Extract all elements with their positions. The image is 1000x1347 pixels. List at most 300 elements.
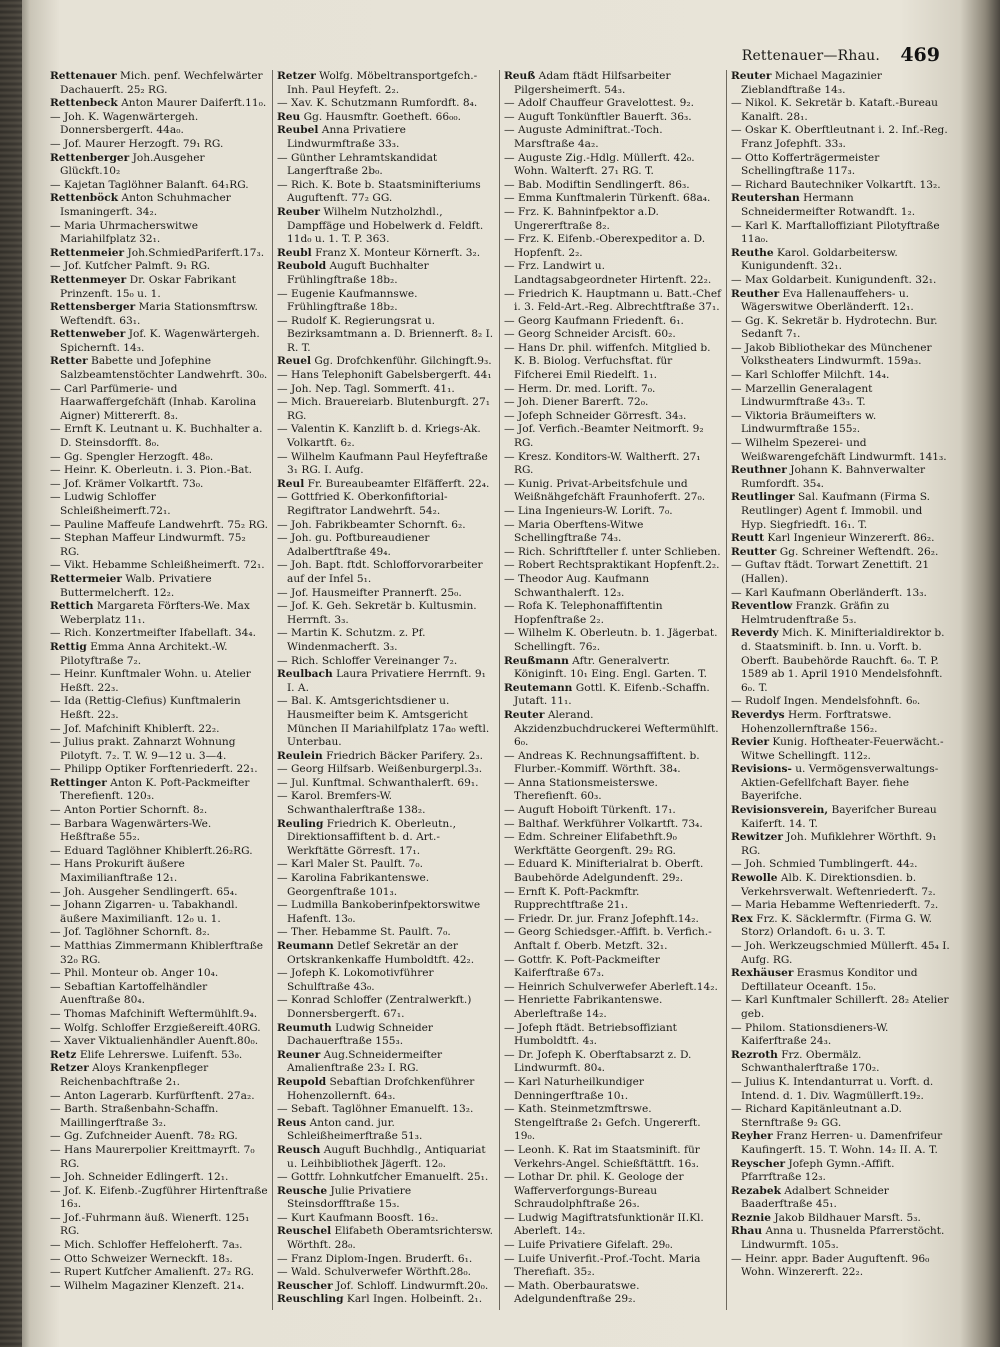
entry-details: Julie Privatiere Steinsdorfftraße 15₃. xyxy=(287,1184,412,1211)
directory-entry xyxy=(50,777,268,804)
entry-surname: Reubel xyxy=(277,124,319,137)
entry-surname: Reuscher xyxy=(277,1279,333,1292)
directory-entry xyxy=(50,1171,268,1185)
entry-details: — Frz. K. Eifenb.-Oberexpeditor a. D. Hopfenft. 2₂. xyxy=(504,233,706,259)
directory-entry xyxy=(731,1185,950,1212)
entry-details: Johann K. Bahnverwalter Rumfordft. 35₄. xyxy=(741,464,926,490)
directory-entry xyxy=(277,926,495,940)
entry-surname: Reuter xyxy=(731,70,772,82)
entry-details: — Auguft Tonkünftler Bauerft. 36₃. xyxy=(504,110,692,123)
directory-entry xyxy=(277,1117,495,1144)
entry-details: — Rich. Schriftfteller f. unter Schlieben. xyxy=(504,545,721,558)
entry-surname: Reutemann xyxy=(504,681,573,694)
entry-details: — Joh. Werkzeugschmied Müllerft. 45₄ I. Aufg. RG. xyxy=(731,940,950,966)
entry-details: — Karol. Bremfers-W. Schwanthalerftraße 138₂. xyxy=(277,790,426,817)
entry-details: — Jofeph ftädt. Betriebsoffiziant Humboldtft. 4₃. xyxy=(504,1021,677,1048)
directory-entry xyxy=(50,723,268,737)
entry-details: Babette und Jofephine Salzbeamtenstöchter Landwehrft. 30₀. xyxy=(60,355,268,382)
directory-entry xyxy=(731,736,950,763)
entry-details: — Jof. K. Geh. Sekretär b. Kultusmin. Herrnft. 3₃. xyxy=(277,600,477,626)
entry-details: — Rudolf Ingen. Mendelsfohnft. 6₀. xyxy=(731,695,921,708)
directory-entry xyxy=(504,1212,722,1239)
directory-entry xyxy=(277,1280,495,1294)
entry-details: Aftr. Generalvertr. Königinft. 10₁ Eing. Engl. Garten. T. xyxy=(514,654,707,681)
entry-details: — Rofa K. Telephonaffiftentin Hopfenftraße 2₂. xyxy=(504,600,663,626)
entry-details: — Ludwig Magiftratsfunktionär II.Kl. Aberleft. 14₂. xyxy=(504,1211,704,1238)
entry-surname: Reyher xyxy=(731,1130,773,1143)
directory-entry xyxy=(50,1185,268,1212)
directory-entry xyxy=(50,1212,268,1239)
directory-entry xyxy=(277,1076,495,1103)
directory-entry xyxy=(731,899,950,913)
entry-details: Gg. Hausmftr. Goetheft. 66₀₀. xyxy=(303,110,461,123)
directory-entry xyxy=(731,383,950,410)
directory-entry xyxy=(504,1253,722,1280)
entry-details: — Jofeph K. Lokomotivführer Schulftraße 43₀. xyxy=(277,967,434,993)
directory-entry xyxy=(504,342,722,383)
entry-details: — Jofeph Schneider Görresft. 34₃. xyxy=(504,409,687,422)
entry-surname: Reuß xyxy=(504,70,536,82)
running-title: Rettenauer—Rhau. xyxy=(741,48,880,64)
entry-surname: Reumann xyxy=(277,940,334,952)
entry-details: Jakob Bildhauer Marsft. 5₃. xyxy=(774,1211,921,1224)
entry-details: — Nikol. K. Sekretär b. Kataft.-Bureau Kanalft. 28₁. xyxy=(731,97,938,123)
directory-entry xyxy=(50,573,268,600)
directory-entry xyxy=(504,288,722,315)
directory-entry xyxy=(50,858,268,885)
directory-entry xyxy=(731,369,950,383)
entry-details: — Ludwig Schloffer Schleißheimerft.72₁. xyxy=(50,491,171,517)
entry-details: — Bab. Modiftin Sendlingerft. 86₃. xyxy=(504,178,690,191)
entry-details: — Richard Bautechniker Volkartft. 13₂. xyxy=(731,178,941,191)
entry-surname: Reulbach xyxy=(277,668,333,681)
entry-details: — Pauline Maffeufe Landwehrft. 75₂ RG. xyxy=(50,518,268,531)
entry-details: — Eduard Taglöhner Khiblerft.26₂RG. xyxy=(50,844,253,857)
entry-details: — Joh. Nep. Tagl. Sommerft. 41₁. xyxy=(277,382,455,395)
entry-surname: Reutershan xyxy=(731,192,800,205)
entry-details: Dr. Oskar Fabrikant Prinzenft. 15₀ u. 1. xyxy=(60,273,236,300)
entry-details: — Matthias Zimmermann Khiblerftraße 32₀ RG. xyxy=(50,940,264,966)
entry-details: — Gottfr. Lohnkutfcher Emanuelft. 25₁. xyxy=(277,1171,489,1184)
directory-entry xyxy=(504,994,722,1021)
entry-surname: Reus xyxy=(277,1116,307,1129)
directory-entry xyxy=(277,627,495,654)
entry-details: — Maria Hebamme Weftenriederft. 7₂. xyxy=(731,899,939,912)
entry-surname: Reuling xyxy=(277,817,324,830)
entry-details: — Jof. Mafchinift Khiblerft. 22₂. xyxy=(50,722,220,735)
entry-details: Adam ftädt Hilfsarbeiter Pilgersheimerft. 54₃. xyxy=(514,70,671,96)
entry-surname: Rezroth xyxy=(731,1048,778,1061)
directory-entry xyxy=(731,913,950,940)
entry-surname: Reusche xyxy=(277,1184,328,1197)
entry-details: — Kurt Kaufmann Boosft. 16₂. xyxy=(277,1211,439,1224)
entry-surname: Rettenbeck xyxy=(50,97,118,110)
entry-details: — Kajetan Taglöhner Balanft. 64₁RG. xyxy=(50,178,249,191)
entry-details: Gg. Schreiner Weftendft. 26₂. xyxy=(779,545,939,558)
directory-entry xyxy=(50,940,268,967)
entry-details: — Ida (Rettig-Clefius) Kunftmalerin Heßft. 22₃. xyxy=(50,695,241,721)
entry-surname: Reverdy xyxy=(731,627,779,640)
entry-surname: Rettenböck xyxy=(50,192,119,205)
entry-details: Joh.Ausgeher Glückft.10₂ xyxy=(60,151,205,178)
directory-entry xyxy=(731,70,950,97)
directory-entry xyxy=(50,1062,268,1089)
directory-entry xyxy=(277,179,495,206)
directory-entry xyxy=(504,383,722,397)
directory-entry xyxy=(277,519,495,533)
directory-entry xyxy=(731,1212,950,1226)
entry-surname: Reuthner xyxy=(731,464,787,477)
entry-details: — Joh. Fabrikbeamter Schornft. 6₂. xyxy=(277,518,466,531)
entry-details: — Barbara Wagenwärters-We. Heßftraße 55₂. xyxy=(50,817,212,844)
entry-details: Mich. penf. Wechfelwärter Dachauerft. 25₂ RG. xyxy=(60,70,263,96)
entry-details: — Friedrich K. Hauptmann u. Batt.-Chef i. 3. Feld-Art.-Reg. Albrechtftraße 37₁. xyxy=(504,287,722,314)
directory-entry xyxy=(504,559,722,573)
directory-entry xyxy=(50,192,268,219)
directory-entry xyxy=(277,1185,495,1212)
book-binding-edge xyxy=(0,0,22,1347)
directory-entry xyxy=(50,763,268,777)
directory-entry xyxy=(50,967,268,981)
directory-entry xyxy=(50,1103,268,1130)
entry-details: Jofeph Gymn.-Affift. Pfarrftraße 12₃. xyxy=(741,1157,895,1184)
directory-entry xyxy=(731,491,950,532)
directory-entry xyxy=(731,288,950,315)
entry-details: — Maria Uhrmacherswitwe Mariahilfplatz 32₁. xyxy=(50,219,199,246)
entry-surname: Rettenmeier xyxy=(50,246,125,259)
entry-details: Franz X. Monteur Körnerft. 3₂. xyxy=(315,246,481,259)
directory-entry xyxy=(277,396,495,423)
directory-entry xyxy=(504,70,722,97)
entry-details: — Balthaf. Werkführer Volkartft. 73₄. xyxy=(504,817,703,830)
directory-entry xyxy=(277,858,495,872)
directory-entry xyxy=(504,1049,722,1076)
entry-details: — Frz. Landwirt u. Landtagsabgeordneter Hirtenft. 22₂. xyxy=(504,260,712,286)
entry-details: — Heinr. K. Oberleutn. i. 3. Pion.-Bat. xyxy=(50,464,253,477)
directory-entry xyxy=(731,994,950,1021)
directory-entry xyxy=(50,451,268,465)
directory-entry xyxy=(504,97,722,111)
entry-details: Jof. Schloff. Lindwurmft.20₀. xyxy=(336,1279,489,1292)
entry-details: — Xaver Viktualienhändler Auenft.80₀. xyxy=(50,1035,259,1048)
entry-details: — Gottfried K. Oberkonfiftorial-Regiftrator Landwehrft. 54₂. xyxy=(277,491,448,517)
entry-details: Anton Maurer Daiferft.11₀. xyxy=(121,97,267,110)
entry-details: — Johann Zigarren- u. Tabakhandl. äußere Maximilianft. 12₀ u. 1. xyxy=(50,899,238,925)
directory-entry xyxy=(731,695,950,709)
entry-details: — Robert Rechtspraktikant Hopfenft.2₂. xyxy=(504,559,720,572)
directory-entry xyxy=(50,97,268,111)
entry-details: Aug.Schneidermeifter Amalienftraße 23₂ I. RG. xyxy=(287,1048,443,1075)
directory-entry xyxy=(504,886,722,913)
entry-surname: Rettensberger xyxy=(50,301,136,314)
directory-entry xyxy=(504,1171,722,1212)
directory-entry xyxy=(504,818,722,832)
entry-surname: Reventlow xyxy=(731,600,793,613)
entry-surname: Rettenauer xyxy=(50,70,117,82)
entry-details: Alerand. Akzidenzbuchdruckerei Weftermühlft. 6₀. xyxy=(514,708,719,749)
entry-details: — Philipp Optiker Forftenriederft. 22₁. xyxy=(50,763,258,776)
directory-entry xyxy=(731,152,950,179)
directory-entry xyxy=(731,1130,950,1157)
entry-details: — Karolina Fabrikantenswe. Georgenftraße 101₃. xyxy=(277,872,430,898)
entry-surname: Retter xyxy=(50,355,88,368)
directory-entry xyxy=(277,559,495,586)
entry-surname: Reul xyxy=(277,477,305,490)
directory-entry xyxy=(504,1280,722,1307)
entry-surname: Reuschel xyxy=(277,1225,332,1238)
entry-details: Anton Schuhmacher Ismaningerft. 34₂. xyxy=(60,192,231,218)
directory-entry xyxy=(504,192,722,206)
directory-entry xyxy=(277,152,495,179)
directory-entry xyxy=(277,790,495,817)
entry-details: Friedrich K. Oberleutn., Direktionsaffiftent b. d. Art.-Werkftätte Görresft. 17₁. xyxy=(287,817,456,857)
directory-entry xyxy=(731,532,950,546)
directory-entry xyxy=(277,1225,495,1252)
entry-details: Sebaftian Drofchkenführer Hohenzollernft. 64₃. xyxy=(287,1075,475,1102)
entry-details: — Jof. K. Eifenb.-Zugführer Hirtenftraße 16₃. xyxy=(50,1184,268,1211)
entry-details: — Leonh. K. Rat im Staatsminift. für Verkehrs-Angel. Schießftättft. 16₃. xyxy=(504,1143,700,1170)
entry-surname: Rettenberger xyxy=(50,151,130,164)
entry-surname: Reuner xyxy=(277,1048,321,1061)
entry-details: — Guftav ftädt. Torwart Zenettift. 21 (Hallen). xyxy=(731,559,930,585)
entry-details: — Valentin K. Kanzlift b. d. Kriegs-Ak. Volkartft. 6₂. xyxy=(277,423,481,450)
entry-details: Auguft Buchhdlg., Antiquariat u. Leihbibliothek Jägerft. 12₀. xyxy=(287,1143,486,1170)
directory-entry xyxy=(50,1022,268,1036)
directory-entry xyxy=(50,1266,268,1280)
directory-entry xyxy=(50,491,268,518)
directory-entry xyxy=(504,423,722,450)
entry-details: Gg. Drofchkenführ. Gilchingft.9₃. xyxy=(314,355,492,368)
entry-surname: Reutter xyxy=(731,545,777,558)
entry-details: — Julius K. Intendanturrat u. Vorft. d. Intend. d. 1. Div. Wagmüllerft.19₂. xyxy=(731,1075,934,1102)
directory-entry xyxy=(504,179,722,193)
directory-entry xyxy=(277,355,495,369)
directory-entry xyxy=(50,981,268,1008)
directory-entry xyxy=(50,1253,268,1267)
entry-details: — Rudolf K. Regierungsrat u. Bezirksamtmann a. D. Briennerft. 8₂ I. R. T. xyxy=(277,314,494,354)
entry-details: — Oskar K. Oberftleutnant i. 2. Inf.-Reg. Franz Jofephft. 33₃. xyxy=(731,124,948,150)
directory-entry xyxy=(731,410,950,437)
entry-details: Franz Herren- u. Damenfrifeur Kaufingerft. 15. T. Wohn. 14₂ II. A. T. xyxy=(741,1130,943,1156)
entry-details: — Gottfr. K. Poft-Packmeifter Kaiferftraße 67₃. xyxy=(504,953,660,980)
entry-details: — Karl Kunftmaler Schillerft. 28₂ Atelier geb. xyxy=(731,994,949,1020)
entry-details: — Jof.-Fuhrmann äuß. Wienerft. 125₁ RG. xyxy=(50,1211,250,1238)
directory-entry xyxy=(731,220,950,247)
entry-details: — Stephan Maffeur Lindwurmft. 75₂ RG. xyxy=(50,532,246,558)
entry-details: Laura Privatiere Herrnft. 9₁ I. A. xyxy=(287,668,486,694)
directory-entry xyxy=(277,1253,495,1267)
directory-entry xyxy=(504,410,722,424)
directory-entry xyxy=(504,328,722,342)
entry-details: Detlef Sekretär an der Ortskrankenkaffe Humboldtft. 42₂. xyxy=(287,940,475,966)
directory-entry xyxy=(731,1103,950,1130)
directory-entry xyxy=(504,505,722,519)
directory-entry xyxy=(277,872,495,899)
directory-entry xyxy=(731,437,950,464)
directory-entry xyxy=(277,124,495,151)
entry-details: — Otto Schweizer Werneckft. 18₃. xyxy=(50,1252,233,1265)
entry-details: — Wilhelm Magaziner Klenzeft. 21₄. xyxy=(50,1279,245,1292)
entry-details: — Hans Maurerpolier Kreittmayrft. 7₀ RG. xyxy=(50,1143,255,1170)
directory-entry xyxy=(50,845,268,859)
entry-details: — Gg. Zufchneider Auenft. 78₂ RG. xyxy=(50,1130,238,1143)
entry-details: — Eduard K. Minifterialrat b. Oberft. Baubehörde Adelgundenft. 29₂. xyxy=(504,858,704,885)
directory-entry xyxy=(277,763,495,777)
directory-entry xyxy=(504,152,722,179)
entry-surname: Reuthe xyxy=(731,246,774,259)
entry-details: Gottl. K. Eifenb.-Schaffn. Jutaft. 11₁. xyxy=(514,681,710,708)
directory-entry xyxy=(277,315,495,356)
directory-entry xyxy=(731,600,950,627)
entry-details: — Phil. Monteur ob. Anger 10₄. xyxy=(50,967,219,980)
directory-entry xyxy=(50,70,268,97)
directory-entry xyxy=(277,940,495,967)
entry-details: Karl Ingen. Holbeinft. 2₁. xyxy=(346,1293,483,1306)
directory-entry xyxy=(50,926,268,940)
entry-surname: Rewolle xyxy=(731,872,778,885)
entry-details: — Joh. Bapt. ftdt. Schlofforvorarbeiter auf der Infel 5₁. xyxy=(277,559,483,585)
directory-entry xyxy=(277,97,495,111)
directory-entry xyxy=(504,396,722,410)
directory-entry xyxy=(277,1212,495,1226)
directory-entry xyxy=(731,709,950,736)
directory-entry xyxy=(277,478,495,492)
entry-details: — Carl Parfümerie- und Haarwaffergefchäft (Inhab. Karolina Aigner) Mittererft. 8₃. xyxy=(50,382,257,422)
entry-details: — Mich. Schloffer Heffeloherft. 7a₃. xyxy=(50,1239,243,1252)
directory-entry xyxy=(277,451,495,478)
entry-surname: Rettich xyxy=(50,600,94,613)
directory-entry xyxy=(504,750,722,777)
entry-details: — Frz. K. Bahninfpektor a.D. Ungererftraße 8₂. xyxy=(504,205,659,232)
directory-entry xyxy=(50,464,268,478)
directory-entry xyxy=(504,1076,722,1103)
entry-details: Mich. K. Minifterialdirektor b. d. Staatsminift. b. Inn. u. Vorft. b. Oberft. Baubehörde Rauchft. 6₀. T. P. 1589 ab 1. April 1910 Mendelsfohnft. 6₀. T. xyxy=(741,627,945,694)
entry-surname: Reusch xyxy=(277,1143,321,1156)
entry-surname: Reuschling xyxy=(277,1293,344,1306)
directory-entry xyxy=(50,1130,268,1144)
directory-entry xyxy=(277,423,495,450)
entry-details: u. Vermögensverwaltungs-Aktien-Gefellfchaft Bayer. fiehe Bayerifche. xyxy=(741,763,939,803)
directory-entry xyxy=(277,247,495,261)
directory-entry xyxy=(277,1266,495,1280)
directory-entry xyxy=(277,70,495,97)
directory-entry xyxy=(504,315,722,329)
directory-entry xyxy=(50,818,268,845)
entry-details: Sal. Kaufmann (Firma S. Reutlinger) Agent f. Immobil. und Hyp. Siegfriedft. 16₁. T. xyxy=(741,491,930,531)
entry-surname: Reumuth xyxy=(277,1021,332,1034)
entry-details: — Georg Hilfsarb. Weißenburgerpl.3₃. xyxy=(277,763,483,776)
entry-details: — Jof. Hausmeifter Prannerft. 25₀. xyxy=(277,586,462,599)
entry-details: — Jof. Maurer Herzogft. 79₁ RG. xyxy=(50,137,224,150)
directory-entry xyxy=(277,1144,495,1171)
directory-entry xyxy=(504,981,722,995)
entry-details: — Max Goldarbeit. Kunigundenft. 32₁. xyxy=(731,273,937,286)
directory-entry xyxy=(731,179,950,193)
directory-entry xyxy=(504,206,722,233)
entry-surname: Reubl xyxy=(277,246,312,259)
directory-entry xyxy=(277,1103,495,1117)
entry-surname: Reutlinger xyxy=(731,491,795,504)
entry-surname: Revier xyxy=(731,736,770,749)
directory-entry xyxy=(731,124,950,151)
entry-details: Anton cand. jur. Schleißheimerftraße 51₃. xyxy=(287,1116,423,1143)
entry-details: — Karl Kaufmann Oberländerft. 13₃. xyxy=(731,586,927,599)
entry-details: Anna u. Thusnelda Pfarrerstöcht. Lindwurmft. 105₃. xyxy=(741,1225,945,1252)
directory-entry xyxy=(277,994,495,1021)
entry-surname: Reyscher xyxy=(731,1157,786,1170)
directory-entry xyxy=(50,1049,268,1063)
entry-details: Anna Privatiere Lindwurmftraße 33₃. xyxy=(287,124,406,150)
entry-details: — Ernft K. Poft-Packmftr. Rupprechtftraße 21₁. xyxy=(504,885,640,912)
directory-entry xyxy=(277,1293,495,1307)
entry-details: — Richard Kapitänleutnant a.D. Sternftraße 9₂ GG. xyxy=(731,1103,902,1129)
directory-entry xyxy=(731,97,950,124)
directory-entry xyxy=(50,532,268,559)
entry-details: — Auguste Zig.-Hdlg. Müllerft. 42₀. Wohn. Walterft. 27₁ RG. T. xyxy=(504,151,695,178)
directory-entry xyxy=(50,328,268,355)
directory-entry xyxy=(50,600,268,627)
entry-details: — Xav. K. Schutzmann Rumfordft. 8₄. xyxy=(277,97,478,110)
entry-details: Kunig. Hoftheater-Feuerwächt.-Witwe Schellingft. 112₂. xyxy=(741,736,944,762)
entry-details: — Joh. Diener Barerft. 72₀. xyxy=(504,396,649,409)
entry-details: — Georg Kaufmann Friedenft. 6₁. xyxy=(504,314,684,327)
entry-details: — Joh. gu. Poftbureaudiener Adalbertftraße 49₄. xyxy=(277,532,430,558)
entry-details: — Edm. Schreiner Elifabethft.9₀ Werkftätte Georgenft. 29₂ RG. xyxy=(504,831,677,857)
directory-entry xyxy=(50,695,268,722)
entry-details: Alb. K. Direktionsdien. b. Verkehrsverwalt. Weftenriederft. 7₂. xyxy=(741,872,936,898)
directory-entry xyxy=(504,124,722,151)
entry-details: — Anton Lagerarb. Kurfürftenft. 27a₂. xyxy=(50,1089,255,1102)
entry-details: Herm. Forftratswe. Hohenzollernftraße 156₂. xyxy=(741,708,892,735)
entry-details: Adalbert Schneider Baaderftraße 45₁. xyxy=(741,1184,889,1211)
directory-entry xyxy=(504,600,722,627)
entry-details: — Franz Diplom-Ingen. Bruderft. 6₁. xyxy=(277,1252,473,1265)
entry-surname: Reulein xyxy=(277,749,323,762)
entry-surname: Retzer xyxy=(50,1062,89,1075)
entry-details: — Kath. Steinmetzmftrswe. Stengelftraße 2₁ Gefch. Ungererft. 19₀. xyxy=(504,1103,701,1143)
directory-entry xyxy=(50,478,268,492)
entry-surname: Rettenmeyer xyxy=(50,273,127,286)
entry-surname: Reuter xyxy=(504,708,545,721)
entry-details: Jof. K. Wagenwärtergeh. Spichernft. 14₃. xyxy=(60,328,260,354)
entry-details: — Sebaft. Taglöhner Emanuelft. 13₂. xyxy=(277,1103,474,1116)
directory-entry xyxy=(504,926,722,953)
directory-entry xyxy=(50,179,268,193)
directory-entry xyxy=(50,559,268,573)
entry-details: — Ludmilla Bankoberinfpektorswitwe Hafenft. 13₀. xyxy=(277,899,481,925)
entry-details: — Kunig. Privat-Arbeitsfchule und Weißnähgefchäft Fraunhoferft. 27₀. xyxy=(504,477,706,504)
entry-surname: Revisionsverein, xyxy=(731,804,829,817)
entry-surname: Reu xyxy=(277,110,301,123)
directory-entry xyxy=(50,1239,268,1253)
directory-entry xyxy=(277,777,495,791)
directory-entry xyxy=(277,750,495,764)
column-2 xyxy=(273,70,500,1310)
entry-details: Margareta Förfters-We. Max Weberplatz 11₁. xyxy=(60,600,250,626)
entry-details: Eva Hallenauffehers- u. Wägerswitwe Oberländerft. 12₁. xyxy=(741,287,914,314)
entry-details: Karol. Goldarbeitersw. Kunigundenft. 32₁. xyxy=(741,246,898,273)
directory-entry xyxy=(277,111,495,125)
directory-entry xyxy=(504,1022,722,1049)
entry-details: — Theodor Aug. Kaufmann Schwanthalerft. 12₃. xyxy=(504,572,650,599)
entry-details: Emma Anna Architekt.-W. Pilotyftraße 7₂. xyxy=(60,640,228,667)
directory-entry xyxy=(504,804,722,818)
directory-entry xyxy=(50,1008,268,1022)
entry-details: — Vikt. Hebamme Schleißheimerft. 72₁. xyxy=(50,559,265,572)
entry-details: — Philom. Stationsdieners-W. Kaiferftraße 24₃. xyxy=(731,1021,889,1048)
directory-entry xyxy=(504,831,722,858)
entry-details: — Ther. Hebamme St. Paulft. 7₀. xyxy=(277,926,451,939)
